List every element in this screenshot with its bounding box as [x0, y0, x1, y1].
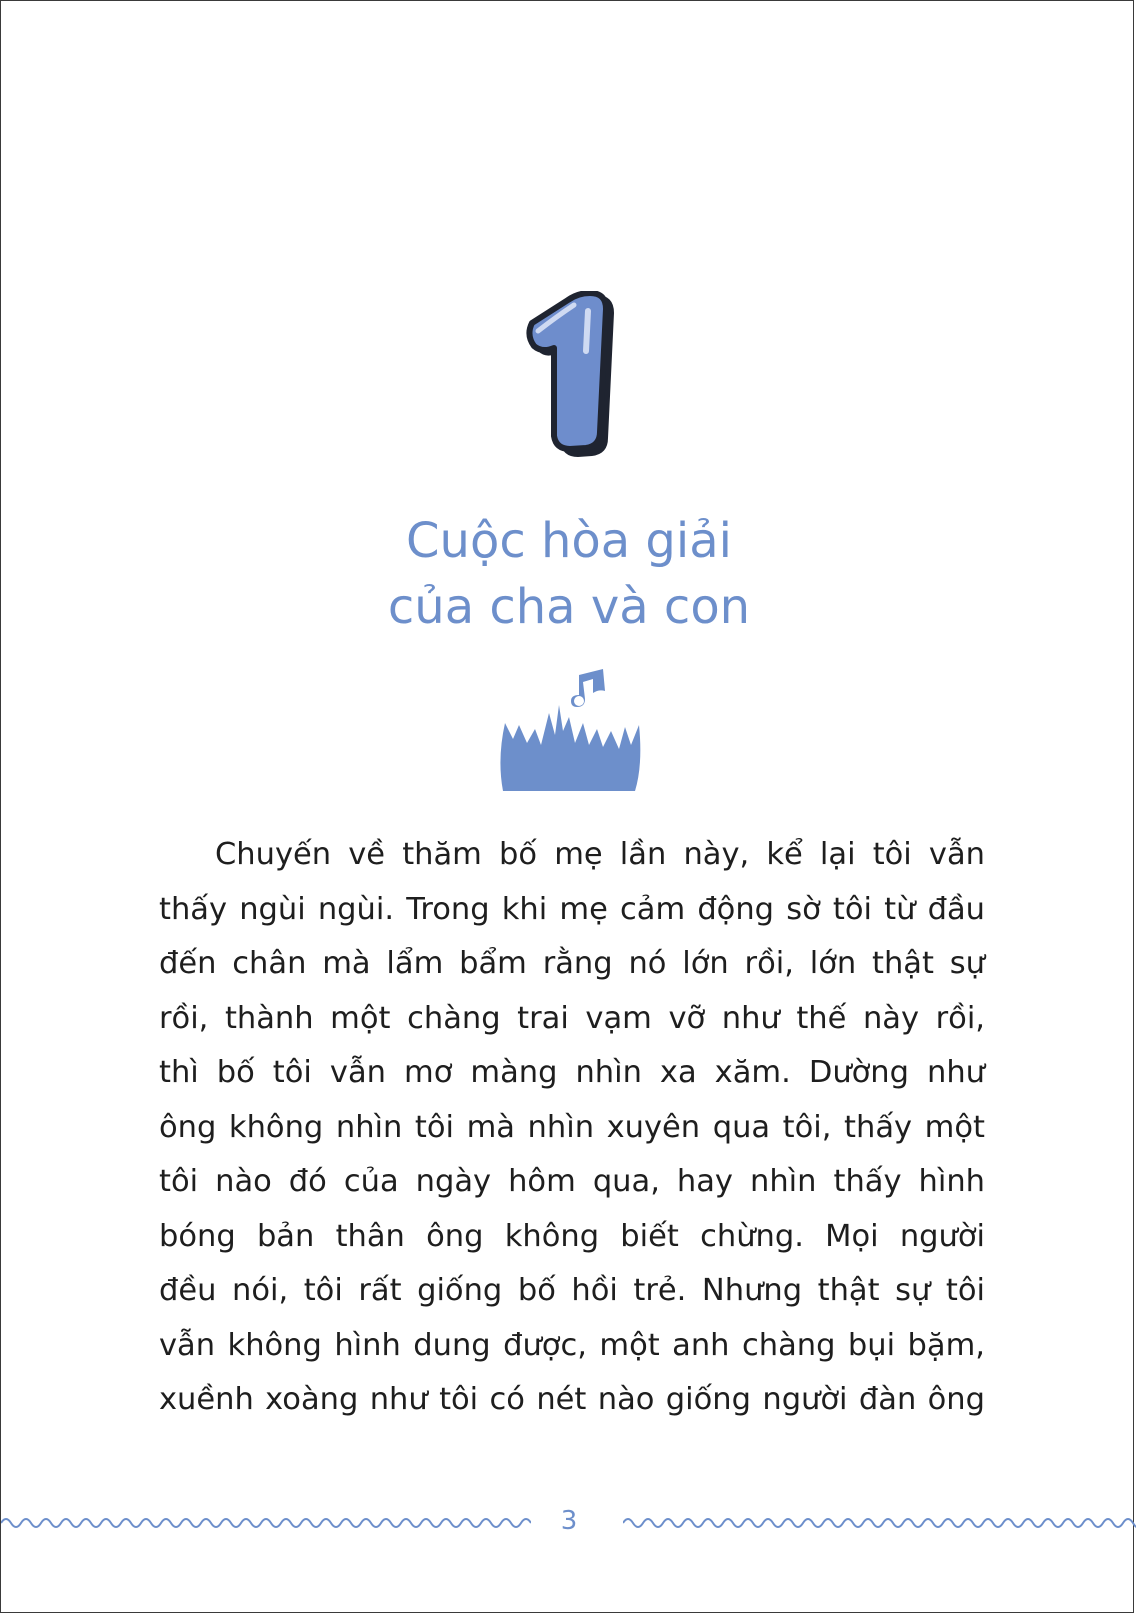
body-line: đều nói, tôi rất giống bố hồi trẻ. Nhưng thật sự tôi: [159, 1273, 985, 1308]
body-line: vẫn không hình dung được, một anh chàng bụi bặm,: [159, 1327, 985, 1363]
chapter-number-one-icon: [516, 291, 626, 461]
body-line: Chuyến về thăm bố mẹ lần này, kể lại tôi vẫn: [215, 837, 985, 872]
chapter-body-text: [159, 828, 985, 1428]
chapter-title-line-2: của cha và con: [387, 579, 751, 635]
chapter-title: [1, 508, 1136, 640]
wave-line-icon: [623, 1513, 1136, 1529]
chapter-title-line-1: Cuộc hòa giải: [406, 513, 732, 569]
body-line: thấy ngùi ngùi. Trong khi mẹ cảm động sờ tôi từ đầu: [159, 891, 985, 927]
body-line: tôi nào đó của ngày hôm qua, hay nhìn thấy hình: [159, 1164, 985, 1199]
page-number: 3: [560, 1506, 578, 1536]
body-line: xuềnh xoàng như tôi có nét nào giống người đàn ông: [159, 1382, 985, 1417]
body-line: bóng bản thân ông không biết chừng. Mọi người: [159, 1218, 985, 1254]
body-line: thì bố tôi vẫn mơ màng nhìn xa xăm. Dường như: [159, 1055, 985, 1090]
music-note-grass-icon: [499, 669, 641, 791]
wave-line-icon: [1, 1513, 531, 1529]
body-line: đến chân mà lẩm bẩm rằng nó lớn rồi, lớn thật sự: [159, 946, 985, 981]
body-line: ông không nhìn tôi mà nhìn xuyên qua tôi, thấy một: [159, 1109, 985, 1145]
page-footer: [1, 1501, 1136, 1541]
body-line: rồi, thành một chàng trai vạm vỡ như thế này rồi,: [159, 1000, 985, 1036]
